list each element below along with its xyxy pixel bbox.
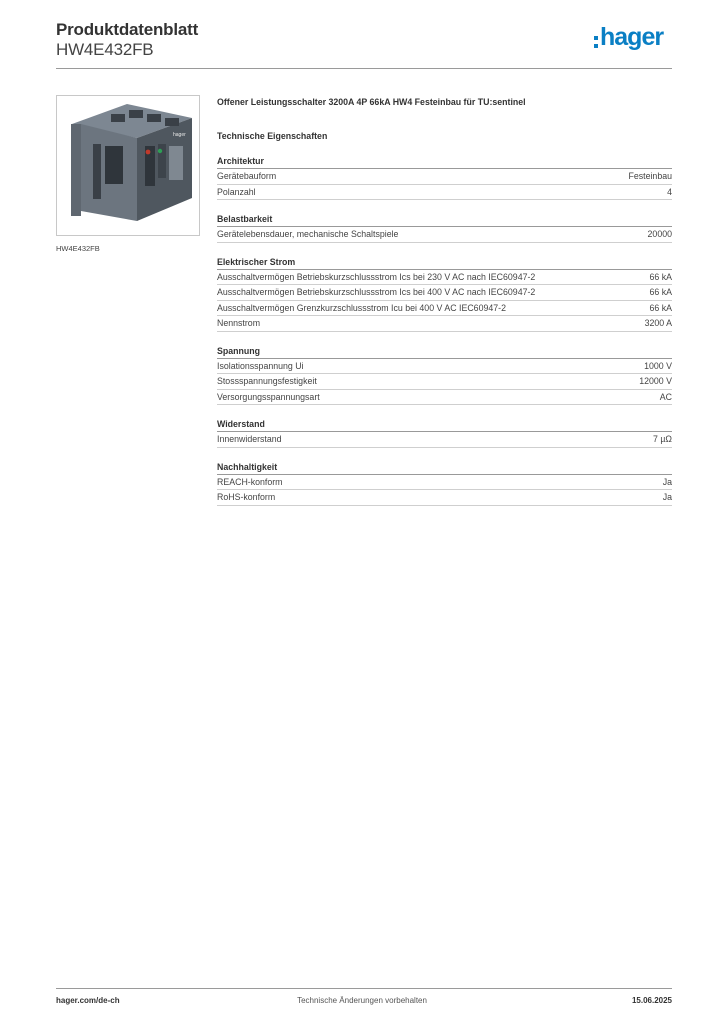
- spec-row: [217, 227, 672, 243]
- spec-value: Ja: [662, 476, 672, 487]
- spec-value: 66 kA: [649, 287, 672, 297]
- footer-divider: [56, 988, 672, 989]
- spec-row: [217, 432, 672, 448]
- header-divider: [56, 68, 672, 69]
- spec-label: Ausschaltvermögen Betriebskurzschlussstrom Ics bei 400 V AC nach IEC60947-2: [217, 287, 536, 297]
- spec-value: 20000: [647, 229, 672, 239]
- spec-label: RoHS-konform: [217, 492, 276, 502]
- spec-value: 7 µΩ: [653, 434, 672, 444]
- spec-value: 66 kA: [649, 302, 672, 313]
- spec-group-heading: Elektrischer Strom: [217, 256, 672, 270]
- spec-row: [217, 301, 672, 317]
- spec-group-heading: Belastbarkeit: [217, 213, 672, 227]
- spec-row: [217, 285, 672, 301]
- footer-website: hager.com/de-ch: [56, 996, 120, 1005]
- specifications-panel: [217, 96, 672, 506]
- spec-value: 3200 A: [644, 318, 672, 328]
- spec-label: Innenwiderstand: [217, 434, 282, 444]
- spec-row: [217, 475, 672, 491]
- spec-label: Gerätelebensdauer, mechanische Schaltspiele: [217, 229, 399, 239]
- spec-value: 66 kA: [649, 271, 672, 282]
- spec-row: [217, 374, 672, 390]
- product-code: HW4E432FB: [56, 40, 154, 59]
- circuit-breaker-illustration: [57, 96, 199, 235]
- spec-row: [217, 270, 672, 286]
- spec-group-heading: Nachhaltigkeit: [217, 461, 672, 475]
- spec-value: 4: [667, 186, 672, 197]
- spec-label: Versorgungsspannungsart: [217, 391, 320, 402]
- footer-notice: Technische Änderungen vorbehalten: [297, 996, 427, 1005]
- footer-date: 15.06.2025: [631, 996, 672, 1005]
- logo-dot-upper: [594, 36, 598, 40]
- page-title: Produktdatenblatt: [56, 20, 199, 39]
- product-description: Offener Leistungsschalter 3200A 4P 66kA HW4 Festeinbau für TU:sentinel: [217, 97, 526, 107]
- spec-group-heading: Spannung: [217, 345, 672, 359]
- spec-label: Ausschaltvermögen Betriebskurzschlussstrom Ics bei 230 V AC nach IEC60947-2: [217, 271, 536, 282]
- spec-value: 12000 V: [639, 376, 672, 386]
- logo-wordmark: hager: [600, 23, 664, 51]
- spec-value: Ja: [662, 492, 672, 502]
- spec-label: Stossspannungsfestigkeit: [217, 376, 317, 386]
- spec-row: [217, 359, 672, 375]
- logo-dot-lower: [594, 44, 598, 48]
- spec-group-heading: Architektur: [217, 155, 672, 169]
- spec-value: AC: [659, 391, 672, 402]
- spec-label: Ausschaltvermögen Grenzkurzschlussstrom Icu bei 400 V AC IEC60947-2: [217, 302, 506, 313]
- svg-text:hager: hager: [173, 132, 186, 138]
- spec-groups: [217, 155, 672, 506]
- hager-logo: [594, 23, 674, 57]
- spec-value: Festeinbau: [628, 171, 672, 181]
- spec-label: Gerätebauform: [217, 171, 277, 181]
- specs-heading: Technische Eigenschaften: [217, 131, 328, 141]
- spec-row: [217, 169, 672, 185]
- spec-label: Isolationsspannung Ui: [217, 360, 304, 371]
- product-image-caption: HW4E432FB: [56, 244, 100, 253]
- product-image: [56, 95, 200, 236]
- spec-row: [217, 316, 672, 332]
- spec-label: REACH-konform: [217, 476, 283, 487]
- spec-label: Nennstrom: [217, 318, 261, 328]
- spec-value: 1000 V: [644, 360, 672, 371]
- spec-row: [217, 185, 672, 201]
- spec-row: [217, 490, 672, 506]
- spec-row: [217, 390, 672, 406]
- spec-label: Polanzahl: [217, 186, 256, 197]
- spec-group-heading: Widerstand: [217, 418, 672, 432]
